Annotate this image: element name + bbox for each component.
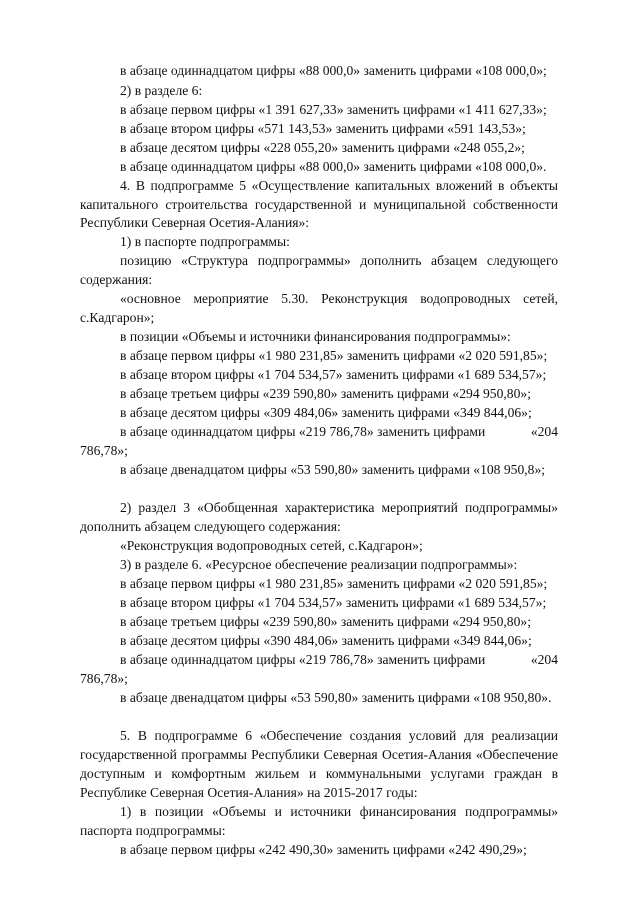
- text-line: в абзаце третьем цифры «239 590,80» заменить цифрами «294 950,80»;: [120, 386, 531, 401]
- text-line: 2) раздел 3 «Обобщенная характеристика мероприятий подпрограммы»: [120, 500, 558, 515]
- text-line: в абзаце первом цифры «1 980 231,85» заменить цифрами «2 020 591,85»;: [120, 576, 548, 591]
- text-line: [80, 423, 558, 441]
- text-line: государственной программы Республики Северная Осетия-Алания «Обеспечение: [80, 747, 558, 762]
- text-line: дополнить абзацем следующего содержания:: [80, 519, 341, 534]
- text-line: в абзаце втором цифры «1 704 534,57» заменить цифрами «1 689 534,57»;: [120, 595, 547, 610]
- text-line: 1) в позиции «Объемы и источники финансирования подпрограммы»: [120, 804, 558, 819]
- text-line: в абзаце двенадцатом цифры «53 590,80» заменить цифрами «108 950,80».: [120, 690, 552, 705]
- text-line: Республики Северная Осетия-Алания»:: [80, 215, 310, 230]
- text-line: 786,78»;: [80, 443, 128, 458]
- text-fragment: «204: [530, 424, 558, 439]
- text-line: доступным и комфортным жильем и коммунальными услугами граждан в: [80, 766, 558, 781]
- text-line: в абзаце десятом цифры «228 055,20» заменить цифрами «248 055,2»;: [120, 140, 525, 155]
- text-fragment: в абзаце одиннадцатом цифры «219 786,78» заменить цифрами: [120, 652, 486, 667]
- text-line: «Реконструкция водопроводных сетей, с.Кадгарон»;: [120, 538, 423, 553]
- text-line: паспорта подпрограммы:: [80, 823, 226, 838]
- text-line: в абзаце одиннадцатом цифры «88 000,0» заменить цифрами «108 000,0».: [120, 159, 547, 174]
- text-line: 5. В подпрограмме 6 «Обеспечение создания условий для реализации: [120, 728, 558, 743]
- text-line: Республике Северная Осетия-Алания» на 2015-2017 годы:: [80, 785, 418, 800]
- text-line: 1) в паспорте подпрограммы:: [120, 234, 290, 249]
- text-line: 786,78»;: [80, 671, 128, 686]
- text-line: в абзаце третьем цифры «239 590,80» заменить цифрами «294 950,80»;: [120, 614, 531, 629]
- text-line: [80, 651, 558, 669]
- text-line: в позиции «Объемы и источники финансирования подпрограммы»:: [120, 329, 511, 344]
- text-line: 3) в разделе 6. «Ресурсное обеспечение реализации подпрограммы»:: [120, 557, 518, 572]
- text-line: капитального строительства государственной и муниципальной собственности: [80, 197, 558, 212]
- text-line: в абзаце двенадцатом цифры «53 590,80» заменить цифрами «108 950,8»;: [120, 462, 546, 477]
- text-line: в абзаце десятом цифры «390 484,06» заменить цифрами «349 844,06»;: [120, 633, 532, 648]
- text-line: в абзаце первом цифры «1 980 231,85» заменить цифрами «2 020 591,85»;: [120, 348, 548, 363]
- text-line: в абзаце первом цифры «242 490,30» заменить цифрами «242 490,29»;: [120, 842, 527, 857]
- text-line: 2) в разделе 6:: [120, 83, 203, 98]
- text-line: в абзаце втором цифры «1 704 534,57» заменить цифрами «1 689 534,57»;: [120, 367, 547, 382]
- text-line: в абзаце десятом цифры «309 484,06» заменить цифрами «349 844,06»;: [120, 405, 532, 420]
- text-fragment: в абзаце одиннадцатом цифры «219 786,78» заменить цифрами: [120, 424, 486, 439]
- text-line: содержания:: [80, 272, 153, 287]
- text-fragment: «204: [530, 652, 558, 667]
- text-line: в абзаце одиннадцатом цифры «88 000,0» заменить цифрами «108 000,0»;: [120, 63, 547, 78]
- text-line: в абзаце втором цифры «571 143,53» заменить цифрами «591 143,53»;: [120, 121, 526, 136]
- text-line: 4. В подпрограмме 5 «Осуществление капитальных вложений в объекты: [120, 178, 558, 193]
- text-line: позицию «Структура подпрограммы» дополнить абзацем следующего: [120, 253, 558, 268]
- text-line: с.Кадгарон»;: [80, 310, 155, 325]
- text-line: «основное мероприятие 5.30. Реконструкция водопроводных сетей,: [120, 291, 558, 306]
- text-line: в абзаце первом цифры «1 391 627,33» заменить цифрами «1 411 627,33»;: [120, 102, 547, 117]
